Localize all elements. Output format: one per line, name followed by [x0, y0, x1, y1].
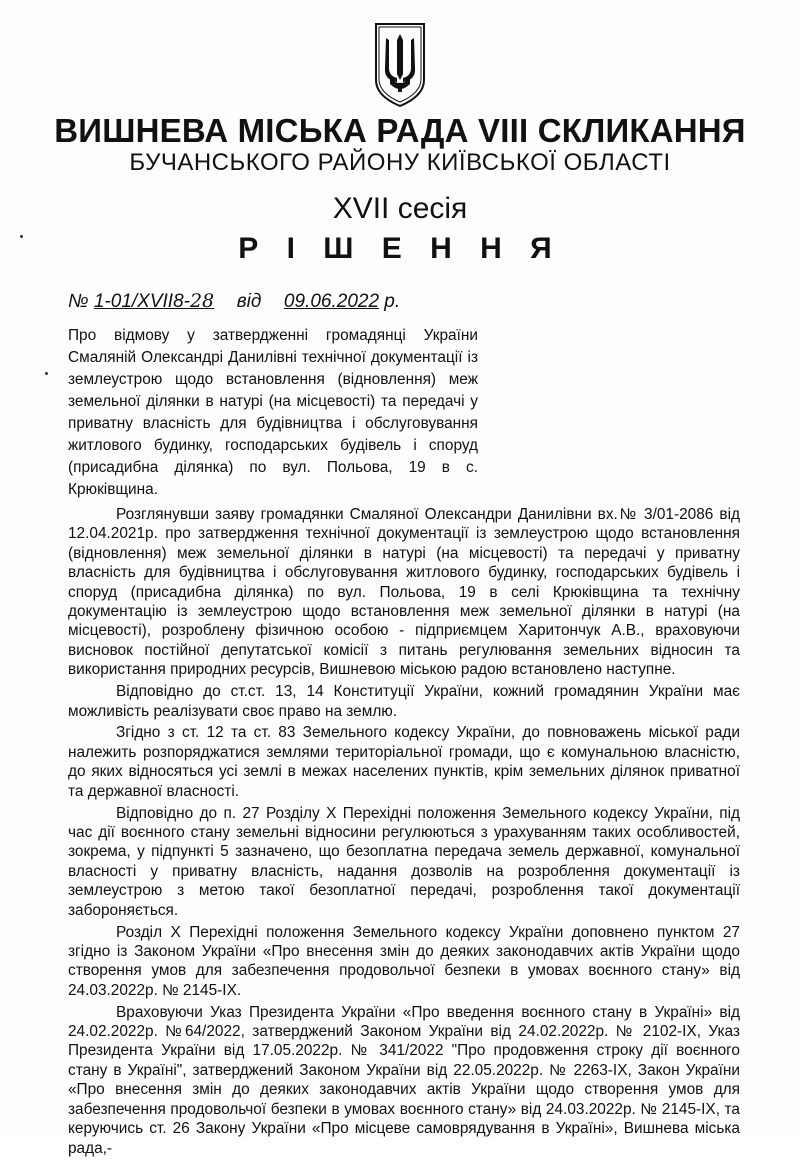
decision-number: 1-01/XVII8-	[93, 291, 190, 312]
session-title: XVII сесія	[332, 192, 468, 225]
date-prefix: від	[236, 291, 262, 312]
decision-number-line	[68, 290, 400, 313]
paragraph: Відповідно до п. 27 Розділу Х Перехідні положення Земельного кодексу України, під час дії воєнного стану земельні відносини регулюються з урахуванням таких особливостей, зокрема, у підпункті 5 зазначено, що безоплатна передача земель державної, комунальної власності у приватну власність, надання дозволів на розроблення документації із землеустрою з метою такої безоплатної передачі, розроблення такої документації забороняється.	[68, 804, 740, 919]
paragraph: Розглянувши заяву громадянки Смаляної Олександри Данилівни вх.№ 3/01-2086 від 12.04.2021р. про затвердження технічної документації із землеустрою щодо встановлення (відновлення) меж земельної ділянки в натурі (на місцевості) та передачі у приватну власність для будівництва і обслуговування житлового будинку, господарських будівель і споруд (присадибна ділянка) по вул. Польова, 19 в селі Крюківщина та технічну документацію із землеустрою щодо встановлення меж земельної ділянки в натурі (на місцевості), розроблену фізичною особою - підприємцем Харитончук А.В., враховуючи висновок постійної депутатської комісії з питань регулювання земельних відносин та використання природних ресурсів, Вишневою міською радою встановлено наступне.	[68, 506, 740, 679]
decision-subject: Про відмову у затвердженні громадянці України Смаляній Олександрі Данилівні технічної документації із землеустрою щодо встановлення (відновлення) меж земельної ділянки в натурі (на місцевості) та передачі у приватну власність для будівництва і обслуговування житлового будинку, господарських будівель і споруд (присадибна ділянка) по вул. Польова, 19 в с. Крюківщина.	[68, 327, 478, 498]
handwritten-number: 28	[189, 290, 215, 312]
district-name: БУЧАНСЬКОГО РАЙОНУ КИЇВСЬКОЇ ОБЛАСТІ	[129, 149, 671, 176]
year-suffix: р.	[384, 291, 401, 312]
paragraph: Відповідно до ст.ст. 13, 14 Конституції України, кожний громадянин України має можливість реалізувати своє право на землю.	[68, 683, 740, 720]
trident-emblem-icon	[372, 22, 428, 108]
number-prefix: №	[68, 291, 89, 312]
paragraph: Враховуючи Указ Президента України «Про введення воєнного стану в Україні» від 24.02.2022р. №64/2022, затверджений Законом України від 24.02.2022р. № 2102-IX, Указ Президента України від 17.05.2022р. № 341/2022 "Про продовження строку дії воєнного стану в Україні", затверджений Законом України від 22.05.2022р. № 2263-IX, Закон України «Про внесення змін до деяких законодавчих актів України щодо створення умов для забезпечення продовольчої безпеки в умовах воєнного стану» від 24.03.2022р. № 2145-IX, та керуючись ст. 26 Закону України «Про місцеве самоврядування в Україні», Вишнева міська рада,-	[68, 1003, 740, 1157]
council-name: ВИШНЕВА МІСЬКА РАДА VIII СКЛИКАННЯ	[54, 112, 746, 149]
decision-date: 09.06.2022	[283, 291, 380, 312]
paragraph: Розділ Х Перехідні положення Земельного кодексу України доповнено пунктом 27 згідно із Законом України «Про внесення змін до деяких законодавчих актів України щодо створення умов для забезпечення продовольчої безпеки в умовах воєнного стану» від 24.03.2022р. № 2145-IX.	[68, 923, 740, 999]
scan-speck	[45, 372, 48, 375]
scan-speck	[20, 235, 23, 238]
document-body	[68, 505, 740, 1160]
document-type-heading: Р І Ш Е Н Н Я	[238, 232, 562, 265]
paragraph: Згідно з ст. 12 та ст. 83 Земельного кодексу України, до повноважень міської ради належить розпоряджатися землями територіальної громади, що є комунальною власністю, до яких відносяться усі землі в межах населених пунктів, крім земельних ділянок приватної та державної власності.	[68, 724, 740, 800]
